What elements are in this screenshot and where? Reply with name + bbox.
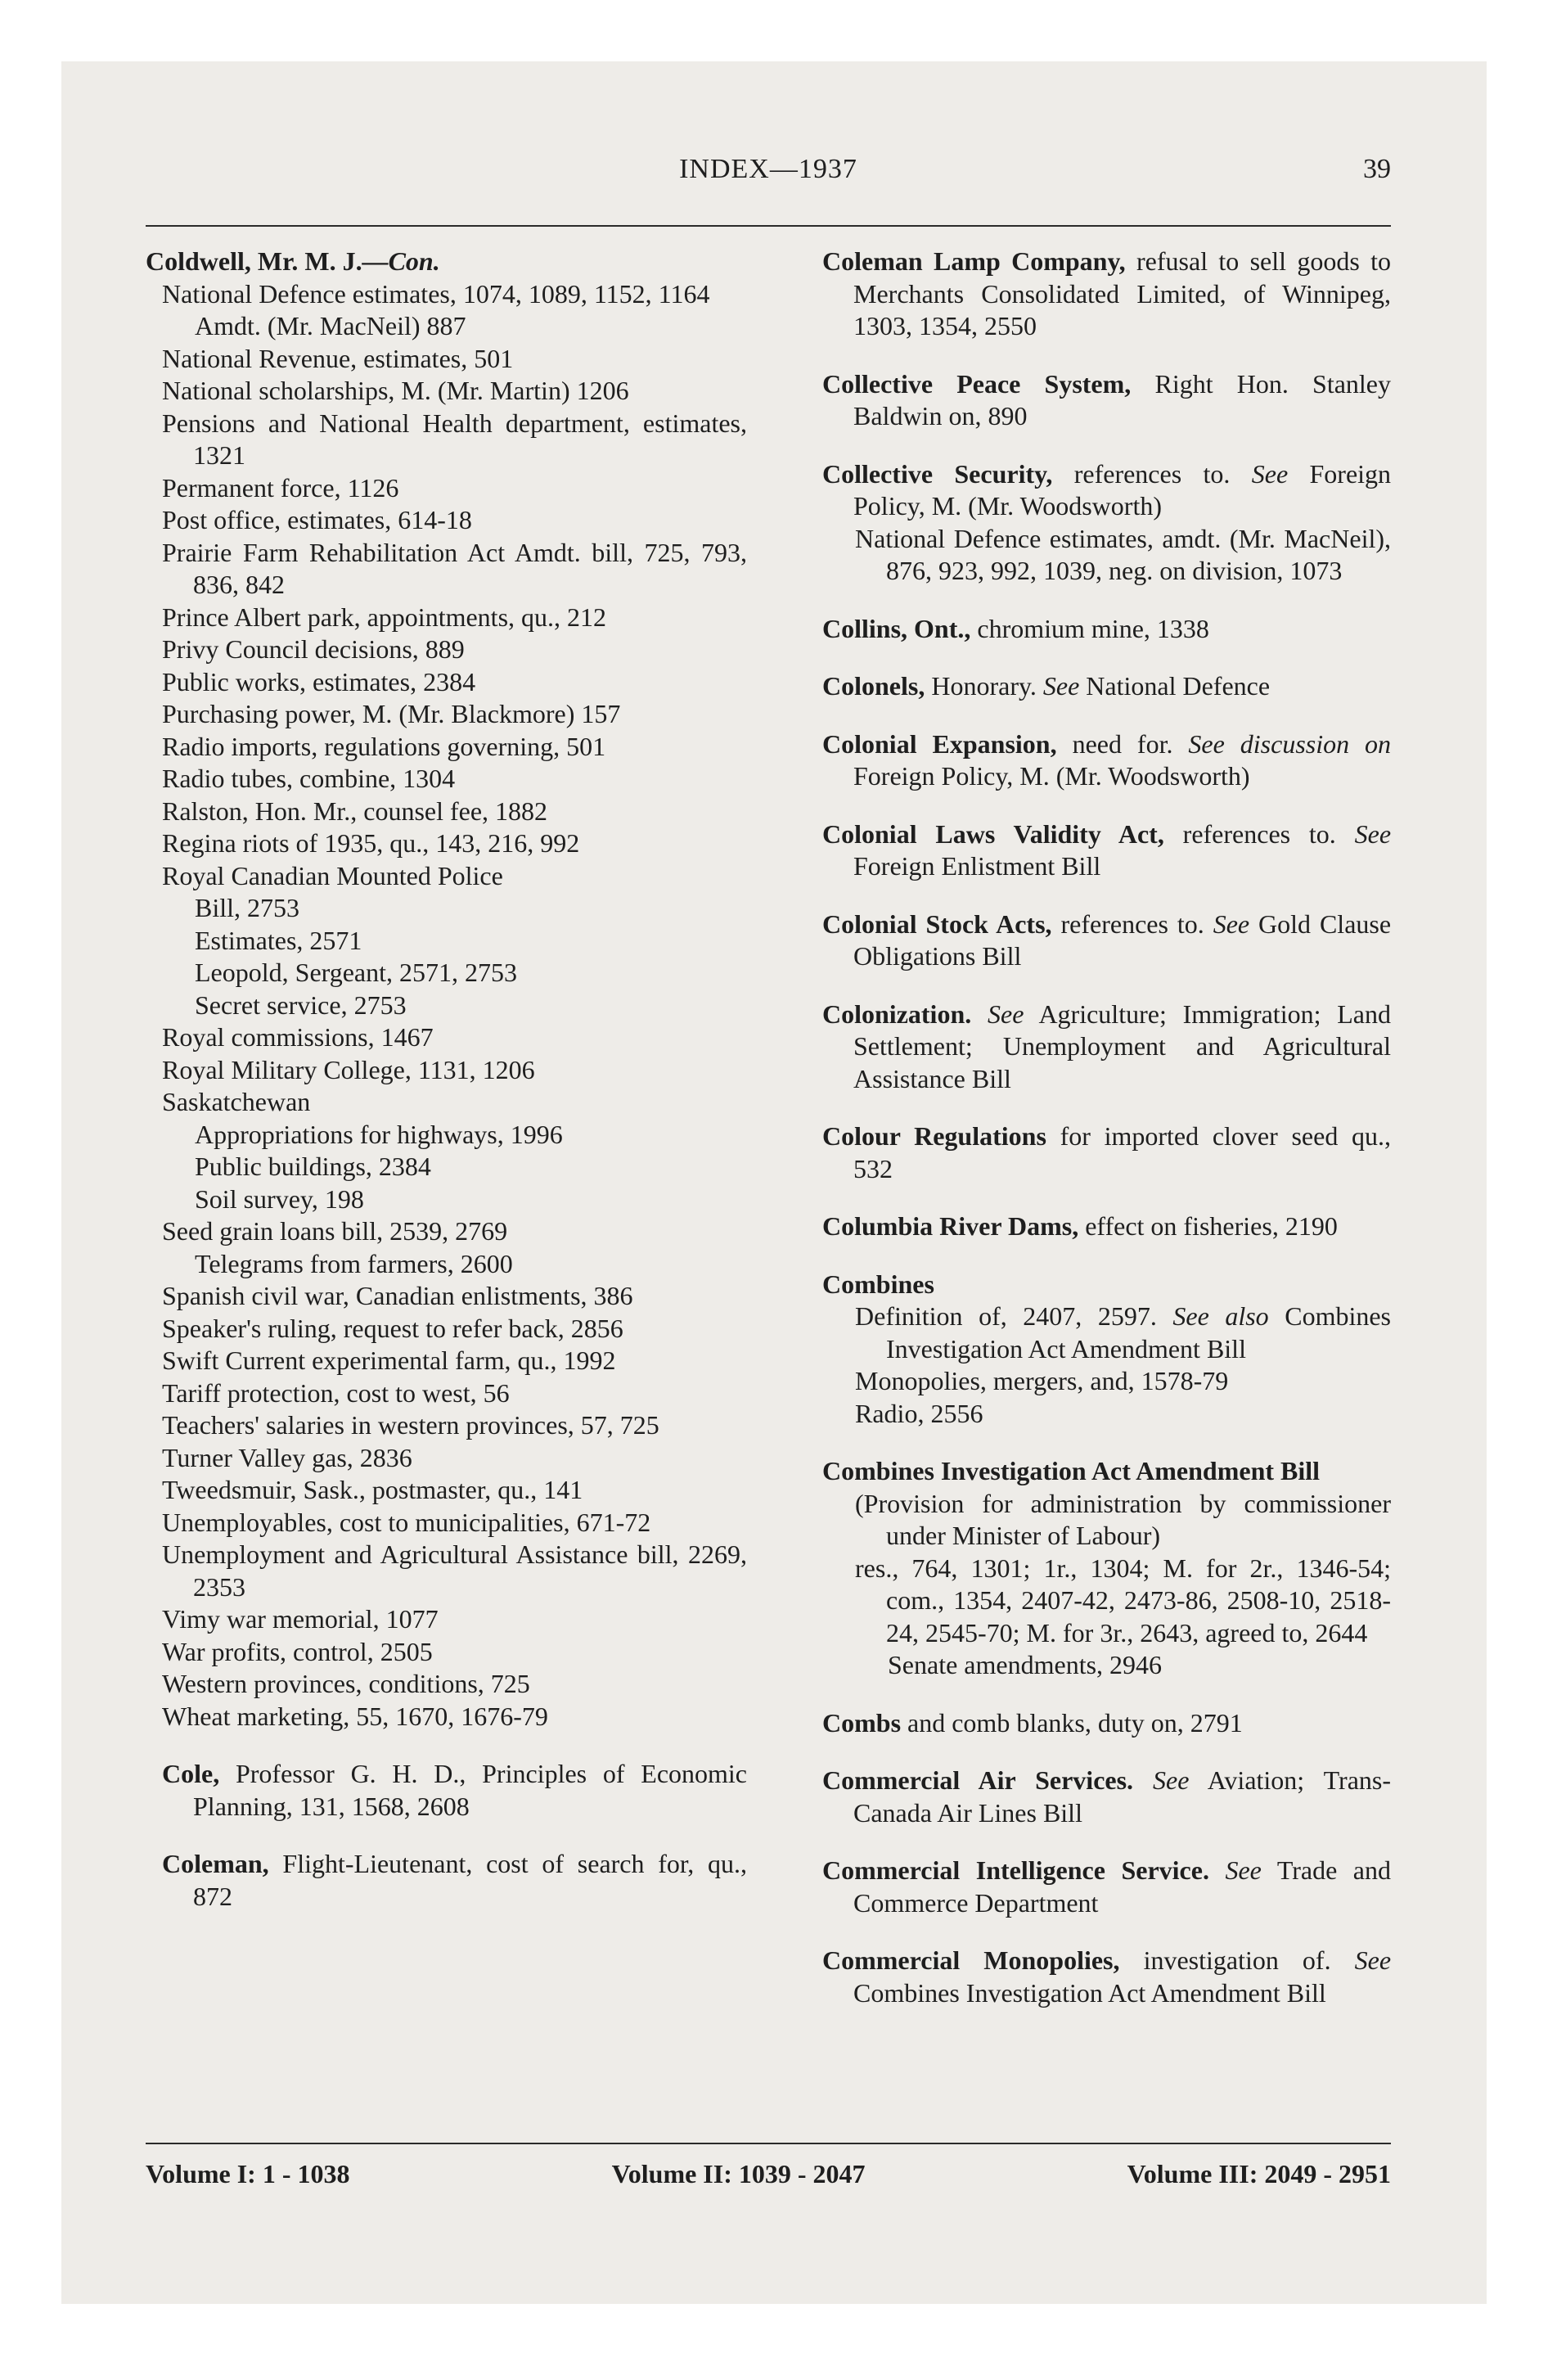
subentry: Appropriations for highways, 1996 bbox=[195, 1119, 563, 1149]
subentry: National Defence estimates, 1074, 1089, 1152, 1164 bbox=[162, 278, 710, 309]
subentry: Definition of, 2407, 2597. See also Combines Investigation Act Amendment Bill bbox=[855, 1301, 1391, 1364]
subentry: Ralston, Hon. Mr., counsel fee, 1882 bbox=[162, 796, 548, 826]
page-number: 39 bbox=[1363, 154, 1391, 184]
index-entry: Commercial Monopolies, investigation of. See Combines Investigation Act Amendment Bill bbox=[822, 1945, 1392, 2008]
subentry: Spanish civil war, Canadian enlistments, 386 bbox=[162, 1281, 633, 1310]
index-entry: Colonial Laws Validity Act, references to. See Foreign Enlistment Bill bbox=[822, 818, 1392, 881]
left-column bbox=[146, 246, 747, 1913]
subentry: Royal Military College, 1131, 1206 bbox=[162, 1054, 535, 1084]
subentry: Amdt. (Mr. MacNeil) 887 bbox=[195, 311, 466, 340]
index-entry: Combines Investigation Act Amendment Bill bbox=[822, 1456, 1321, 1485]
subentry: Senate amendments, 2946 bbox=[888, 1650, 1163, 1679]
index-entry-cole: Cole, Professor G. H. D., Principles of Economic Planning, 131, 1568, 2608 bbox=[162, 1759, 748, 1821]
subentry: Prairie Farm Rehabilitation Act Amdt. bill, 725, 793, 836, 842 bbox=[162, 537, 747, 599]
subentry: Soil survey, 198 bbox=[195, 1183, 364, 1214]
subentry: Turner Valley gas, 2836 bbox=[162, 1442, 412, 1472]
subentry: Bill, 2753 bbox=[195, 893, 300, 922]
index-entry: Colonial Expansion, need for. See discussion on Foreign Policy, M. (Mr. Woodsworth) bbox=[822, 728, 1392, 791]
subentry: Saskatchewan bbox=[162, 1087, 311, 1116]
subentry: Tariff protection, cost to west, 56 bbox=[162, 1377, 510, 1408]
subentry: Radio imports, regulations governing, 501 bbox=[162, 731, 606, 761]
index-entry: Collective Peace System, Right Hon. Stanley Baldwin on, 890 bbox=[822, 368, 1392, 430]
volume-3-range: Volume III: 2049 - 2951 bbox=[1127, 2159, 1391, 2188]
subentry: Western provinces, conditions, 725 bbox=[162, 1669, 530, 1698]
index-entry: Combs and comb blanks, duty on, 2791 bbox=[822, 1707, 1243, 1738]
page-header bbox=[146, 154, 1391, 203]
subentry: Teachers' salaries in western provinces, 57, 725 bbox=[162, 1410, 659, 1440]
subentry: Royal commissions, 1467 bbox=[162, 1022, 434, 1052]
subentry: Regina riots of 1935, qu., 143, 216, 992 bbox=[162, 828, 580, 858]
subentry: Radio, 2556 bbox=[855, 1398, 983, 1428]
subentry: Wheat marketing, 55, 1670, 1676-79 bbox=[162, 1701, 548, 1731]
subentry: National scholarships, M. (Mr. Martin) 1206 bbox=[162, 376, 629, 405]
volume-1-range: Volume I: 1 - 1038 bbox=[146, 2159, 350, 2188]
subentry: Radio tubes, combine, 1304 bbox=[162, 764, 456, 793]
index-entry: Colonels, Honorary. See National Defence bbox=[822, 671, 1271, 701]
subentry: Post office, estimates, 614-18 bbox=[162, 505, 472, 534]
subentry: Leopold, Sergeant, 2571, 2753 bbox=[195, 958, 518, 987]
index-entry: Colonization. See Agriculture; Immigration; Land Settlement; Unemployment and Agricultural Assistance Bill bbox=[822, 998, 1391, 1093]
index-entry-coldwell: Coldwell, Mr. M. J.—Con. bbox=[146, 246, 440, 276]
index-entry: Combines bbox=[822, 1269, 934, 1299]
subentry: Prince Albert park, appointments, qu., 212 bbox=[162, 602, 607, 632]
index-entry: Collins, Ont., chromium mine, 1338 bbox=[822, 613, 1209, 643]
index-entry: Collective Security, references to. See Foreign Policy, M. (Mr. Woodsworth) bbox=[822, 458, 1392, 521]
subentry: Permanent force, 1126 bbox=[162, 472, 399, 503]
volume-2-range: Volume II: 1039 - 2047 bbox=[611, 2159, 866, 2188]
subentry: res., 764, 1301; 1r., 1304; M. for 2r., 1346-54; com., 1354, 2407-42, 2473-86, 2508-10, 2518-24, 2545-70; M. for 3r., 2643, agreed to, 2644 bbox=[855, 1553, 1391, 1648]
subentry: Secret service, 2753 bbox=[195, 989, 407, 1020]
subentry: Speaker's ruling, request to refer back, 2856 bbox=[162, 1313, 623, 1343]
subentry: Unemployables, cost to municipalities, 671-72 bbox=[162, 1507, 651, 1537]
page-title: INDEX—1937 bbox=[679, 154, 857, 184]
subentry: Seed grain loans bill, 2539, 2769 bbox=[162, 1216, 508, 1246]
subentry: (Provision for administration by commissioner under Minister of Labour) bbox=[855, 1488, 1391, 1550]
subentry: Public works, estimates, 2384 bbox=[162, 666, 476, 696]
volume-footer bbox=[146, 2159, 1391, 2189]
subentry: Monopolies, mergers, and, 1578-79 bbox=[855, 1366, 1229, 1395]
subentry: Swift Current experimental farm, qu., 1992 bbox=[162, 1346, 616, 1375]
footer-rule bbox=[146, 2143, 1391, 2144]
subentry: Telegrams from farmers, 2600 bbox=[195, 1248, 513, 1278]
subentry: Royal Canadian Mounted Police bbox=[162, 860, 503, 890]
index-entry: Columbia River Dams, effect on fisheries, 2190 bbox=[822, 1211, 1338, 1241]
subentry: Privy Council decisions, 889 bbox=[162, 634, 465, 664]
index-entry-coleman: Coleman, Flight-Lieutenant, cost of search for, qu., 872 bbox=[162, 1849, 748, 1911]
index-entry: Commercial Air Services. See Aviation; Trans-Canada Air Lines Bill bbox=[822, 1765, 1391, 1828]
subentry: Purchasing power, M. (Mr. Blackmore) 157 bbox=[162, 699, 621, 728]
subentry: Vimy war memorial, 1077 bbox=[162, 1604, 439, 1634]
header-rule bbox=[146, 225, 1391, 227]
subentry: War profits, control, 2505 bbox=[162, 1636, 433, 1666]
index-entry: Commercial Intelligence Service. See Trade and Commerce Department bbox=[822, 1855, 1392, 1918]
subentry: Pensions and National Health department, estimates, 1321 bbox=[162, 408, 747, 470]
subentry: Public buildings, 2384 bbox=[195, 1152, 431, 1181]
index-entry: Colonial Stock Acts, references to. See Gold Clause Obligations Bill bbox=[822, 908, 1392, 971]
subentry: Estimates, 2571 bbox=[195, 925, 362, 955]
subentry: Unemployment and Agricultural Assistance bill, 2269, 2353 bbox=[162, 1539, 747, 1602]
index-entry: Colour Regulations for imported clover seed qu., 532 bbox=[822, 1121, 1391, 1183]
subentry: National Defence estimates, amdt. (Mr. MacNeil), 876, 923, 992, 1039, neg. on division, 1073 bbox=[855, 523, 1391, 585]
subentry: National Revenue, estimates, 501 bbox=[162, 343, 514, 373]
right-column bbox=[790, 246, 1391, 2009]
index-entry: Coleman Lamp Company, refusal to sell goods to Merchants Consolidated Limited, of Winnipeg, 1303, 1354, 2550 bbox=[822, 246, 1392, 340]
subentry: Tweedsmuir, Sask., postmaster, qu., 141 bbox=[162, 1475, 583, 1504]
